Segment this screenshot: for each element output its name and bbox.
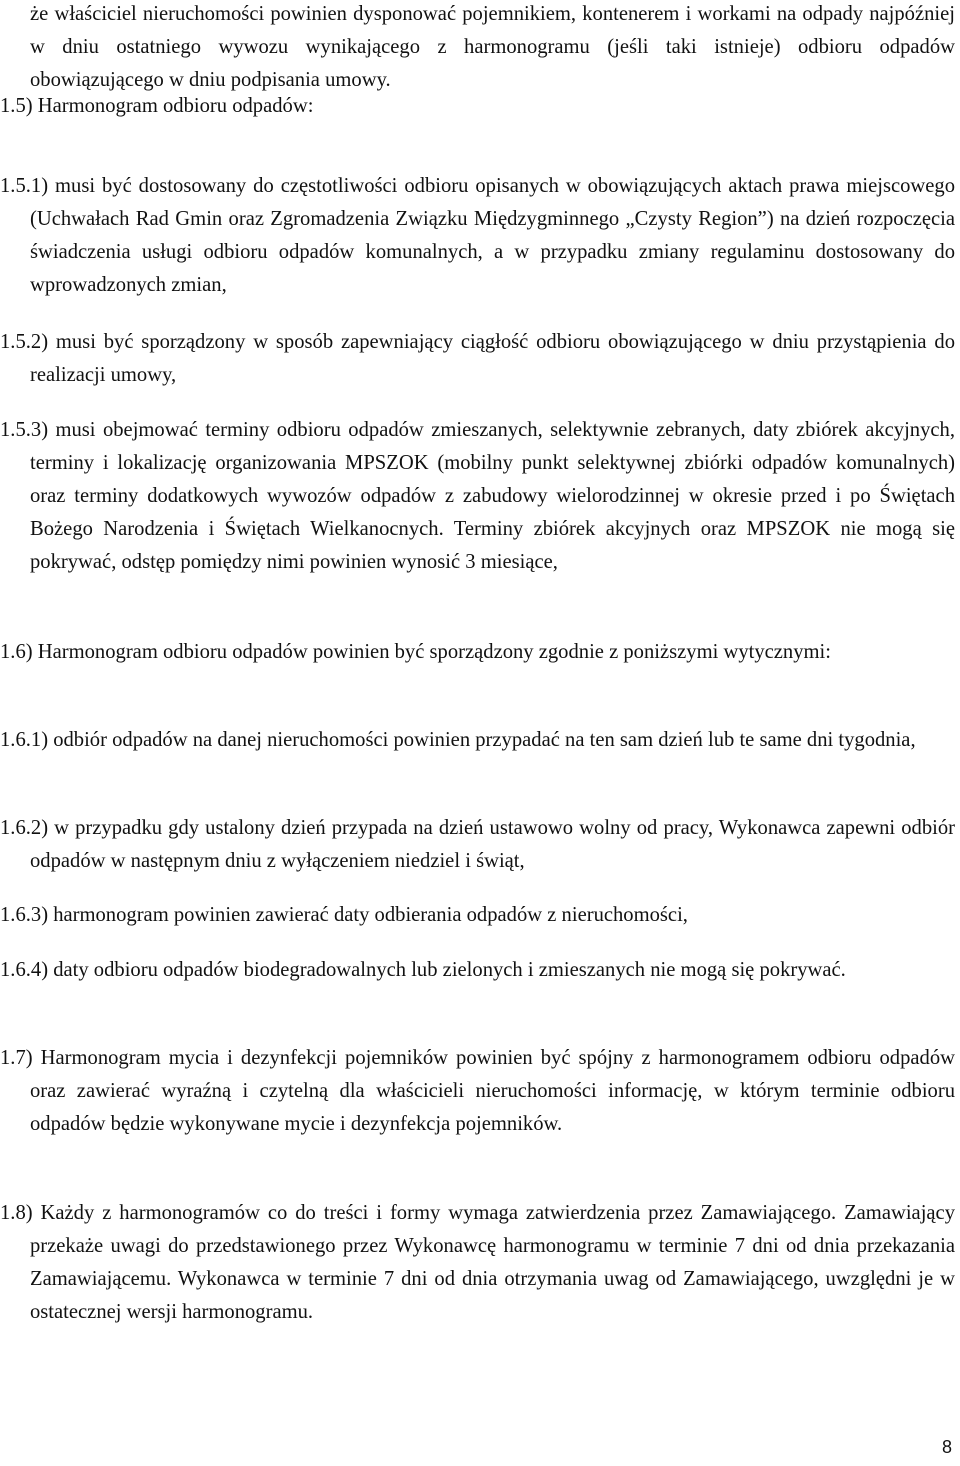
paragraph-1-6-3: 1.6.3) harmonogram powinien zawierać daty odbierania odpadów z nieruchomości,	[0, 904, 688, 926]
paragraph-1-6: 1.6) Harmonogram odbioru odpadów powinien być sporządzony zgodnie z poniższymi wytycznymi:	[0, 641, 831, 663]
paragraph-continuation: że właściciel nieruchomości powinien dysponować pojemnikiem, kontenerem i workami na odpady najpóźniej w dniu ostatniego wywozu wynikającego z harmonogramu (jeśli taki istnieje) odbioru odpadów obowiązującego w dniu podpisania umowy.	[30, 3, 955, 91]
paragraph-1-6-1: 1.6.1) odbiór odpadów na danej nieruchomości powinien przypadać na ten sam dzień lub te same dni tygodnia,	[0, 729, 916, 751]
paragraph-1-6-4: 1.6.4) daty odbioru odpadów biodegradowalnych lub zielonych i zmieszanych nie mogą się pokrywać.	[0, 959, 846, 981]
paragraph-1-7: 1.7) Harmonogram mycia i dezynfekcji pojemników powinien być spójny z harmonogramem odbioru odpadów oraz zawierać wyraźną i czytelną dla właścicieli nieruchomości informację, w którym terminie odbioru odpadów będzie wykonywane mycie i dezynfekcja pojemników.	[0, 1047, 955, 1135]
paragraph-1-8: 1.8) Każdy z harmonogramów co do treści i formy wymaga zatwierdzenia przez Zamawiającego. Zamawiający przekaże uwagi do przedstawionego przez Wykonawcę harmonogramu w terminie 7 dni od dnia przekazania Zamawiającemu. Wykonawca w terminie 7 dni od dnia otrzymania uwag od Zamawiającego, uwzględni je w ostatecznej wersji harmonogramu.	[0, 1202, 955, 1323]
paragraph-1-5-3: 1.5.3) musi obejmować terminy odbioru odpadów zmieszanych, selektywnie zebranych, daty zbiórek akcyjnych, terminy i lokalizację organizowania MPSZOK (mobilny punkt selektywnej zbiórki odpadów komunalnych) oraz terminy dodatkowych wywozów odpadów z zabudowy wielorodzinnej w okresie przed i po Świętach Bożego Narodzenia i Świętach Wielkanocnych. Terminy zbiórek akcyjnych oraz MPSZOK nie mogą się pokrywać, odstęp pomiędzy nimi powinien wynosić 3 miesiące,	[0, 419, 955, 573]
page-number: 8	[941, 1437, 952, 1457]
paragraph-1-5-2: 1.5.2) musi być sporządzony w sposób zapewniający ciągłość odbioru obowiązującego w dniu przystąpienia do realizacji umowy,	[0, 331, 955, 386]
paragraph-1-5-1: 1.5.1) musi być dostosowany do częstotliwości odbioru opisanych w obowiązujących aktach prawa miejscowego (Uchwałach Rad Gmin oraz Zgromadzenia Związku Międzygminnego „Czysty Region”) na dzień rozpoczęcia świadczenia usługi odbioru odpadów komunalnych, a w przypadku zmiany regulaminu dostosowany do wprowadzonych zmian,	[0, 175, 955, 296]
paragraph-1-6-2: 1.6.2) w przypadku gdy ustalony dzień przypada na dzień ustawowo wolny od pracy, Wykonawca zapewni odbiór odpadów w następnym dniu z wyłączeniem niedziel i świąt,	[0, 817, 955, 872]
paragraph-1-5: 1.5) Harmonogram odbioru odpadów:	[0, 95, 314, 117]
